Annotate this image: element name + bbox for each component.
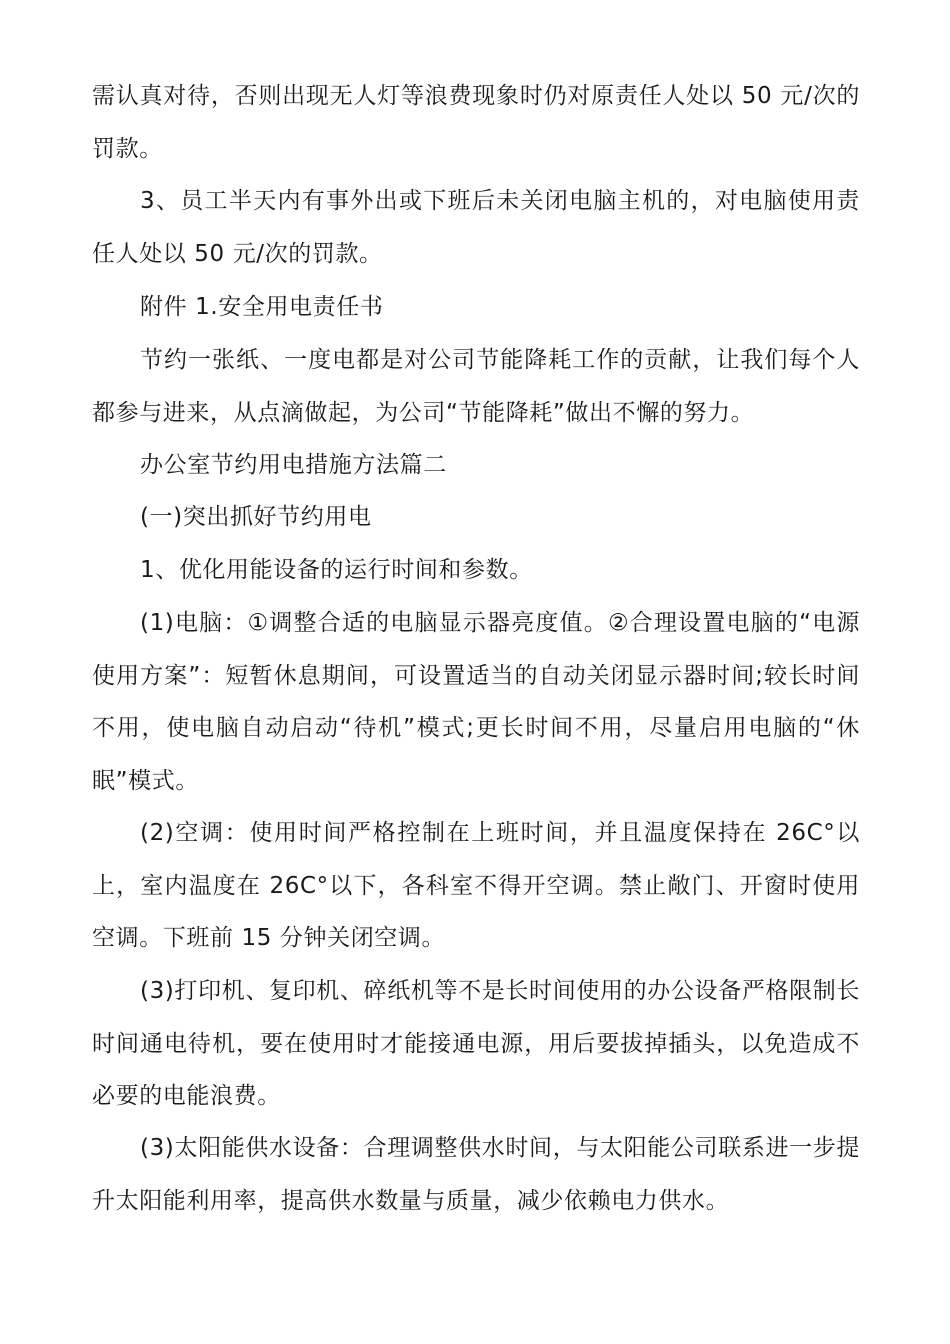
paragraph-office-equipment: (3)打印机、复印机、碎纸机等不是长时间使用的办公设备严格限制长时间通电待机，要在使用时才能接通电源，用后要拔掉插头，以免造成不必要的电能浪费。 bbox=[92, 978, 860, 1109]
subsection-heading: (一)突出抓好节约用电 bbox=[140, 504, 372, 530]
paragraph-attachment: 附件 1.安全用电责任书 bbox=[140, 294, 384, 320]
paragraph-air-conditioner: (2)空调：使用时间严格控制在上班时间，并且温度保持在 26C°以上，室内温度在 26C°以下，各科室不得开空调。禁止敞门、开窗时使用空调。下班前 15 分钟关闭空调。 bbox=[92, 820, 860, 951]
paragraph-solar-water: (3)太阳能供水设备：合理调整供水时间，与太阳能公司联系进一步提升太阳能利用率，提高供水数量与质量，减少依赖电力供水。 bbox=[92, 1135, 860, 1214]
paragraph-saving-appeal: 节约一张纸、一度电都是对公司节能降耗工作的贡献，让我们每个人都参与进来，从点滴做起，为公司“节能降耗”做出不懈的努力。 bbox=[92, 347, 860, 426]
list-item-1: 1、优化用能设备的运行时间和参数。 bbox=[140, 557, 533, 583]
section-heading: 办公室节约用电措施方法篇二 bbox=[140, 452, 447, 478]
paragraph-computer: (1)电脑：①调整合适的电脑显示器亮度值。②合理设置电脑的“电源使用方案”：短暂休息期间，可设置适当的自动关闭显示器时间;较长时间不用，使电脑自动启动“待机”模式;更长时间不用，尽量启用电脑的“休眠”模式。 bbox=[92, 610, 860, 794]
paragraph-penalty-continuation: 需认真对待，否则出现无人灯等浪费现象时仍对原责任人处以 50 元/次的罚款。 bbox=[92, 83, 860, 162]
paragraph-computer-penalty: 3、员工半天内有事外出或下班后未关闭电脑主机的，对电脑使用责任人处以 50 元/次的罚款。 bbox=[92, 188, 860, 267]
